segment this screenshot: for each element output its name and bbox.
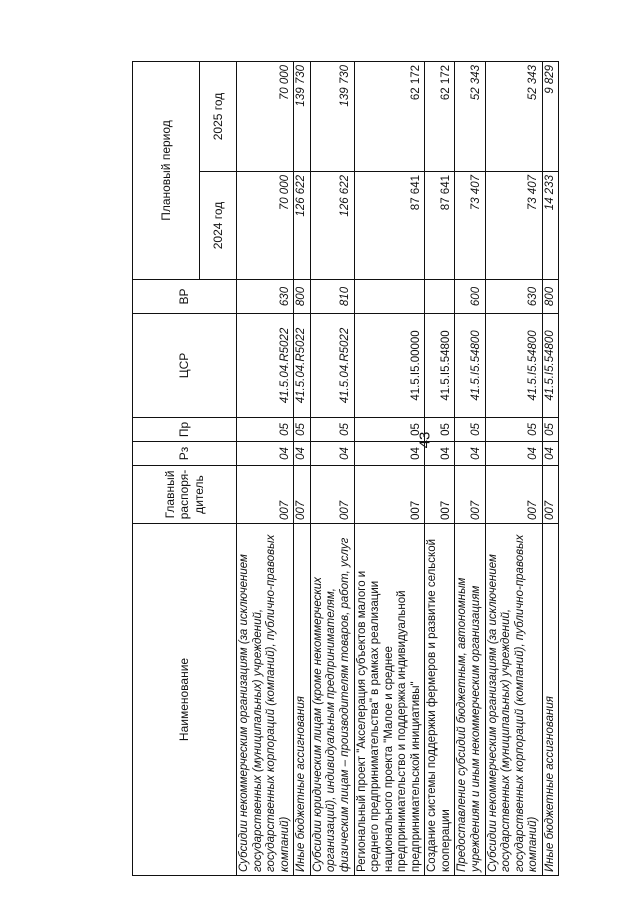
row-rz-cell: 04 — [542, 442, 559, 466]
header-planning-period: Плановый период — [133, 61, 200, 279]
page-number: 43 — [416, 431, 434, 449]
rotated-page-content — [132, 64, 640, 876]
row-name-cell: Предоставление субсидий бюджетным, автономным учреждениям и иным некоммерческим организациям — [455, 524, 485, 876]
row-csr-cell: 41.5.I5.00000 — [354, 314, 425, 418]
row-2024-amount-cell: 87 641 — [354, 172, 425, 280]
row-csr-cell: 41.5.I5.54800 — [425, 314, 455, 418]
row-2024-amount-cell: 73 407 — [485, 172, 542, 280]
row-2024-amount-cell: 87 641 — [425, 172, 455, 280]
row-csr-cell: 41.5.I5.54800 — [542, 314, 559, 418]
row-rz-cell: 04 — [485, 442, 542, 466]
row-pr-cell: 05 — [354, 418, 425, 442]
table-row — [542, 61, 559, 875]
header-csr: ЦСР — [133, 314, 237, 418]
row-2025-amount-cell: 52 343 — [455, 61, 485, 171]
row-vr-cell: 810 — [310, 280, 354, 314]
row-pr-cell: 05 — [310, 418, 354, 442]
row-vr-cell — [425, 280, 455, 314]
table-row — [310, 61, 354, 875]
row-pr-cell: 05 — [425, 418, 455, 442]
row-main-manager-cell: 007 — [455, 466, 485, 524]
row-rz-cell: 04 — [294, 442, 311, 466]
row-2025-amount-cell: 52 343 — [485, 61, 542, 171]
row-pr-cell: 05 — [237, 418, 294, 442]
row-vr-cell: 630 — [485, 280, 542, 314]
row-2024-amount-cell: 70 000 — [237, 172, 294, 280]
row-vr-cell: 630 — [237, 280, 294, 314]
row-main-manager-cell: 007 — [485, 466, 542, 524]
header-name: Наименование — [133, 524, 237, 876]
row-csr-cell: 41.5.I5.54800 — [485, 314, 542, 418]
row-main-manager-cell: 007 — [294, 466, 311, 524]
row-2024-amount-cell: 14 233 — [542, 172, 559, 280]
row-main-manager-cell: 007 — [542, 466, 559, 524]
row-rz-cell: 04 — [425, 442, 455, 466]
row-2025-amount-cell: 62 172 — [425, 61, 455, 171]
budget-table-wrapper — [132, 62, 556, 876]
row-csr-cell: 41.5.04.R5022 — [310, 314, 354, 418]
table-row — [485, 61, 542, 875]
header-pr: Пр — [133, 418, 237, 442]
row-rz-cell: 04 — [455, 442, 485, 466]
row-pr-cell: 05 — [485, 418, 542, 442]
row-2025-amount-cell: 62 172 — [354, 61, 425, 171]
row-pr-cell: 05 — [294, 418, 311, 442]
row-name-cell: Субсидии юридическим лицам (кроме некоммерческих организаций), индивидуальным предпринимателям, физическим лицам – производителям товаров, работ, услуг — [310, 524, 354, 876]
row-main-manager-cell: 007 — [425, 466, 455, 524]
row-main-manager-cell: 007 — [354, 466, 425, 524]
row-2024-amount-cell: 73 407 — [455, 172, 485, 280]
table-row — [237, 61, 294, 875]
row-vr-cell: 600 — [455, 280, 485, 314]
header-vr: ВР — [133, 280, 237, 314]
row-name-cell: Субсидии некоммерческим организациям (за исключением государственных (муниципальных) учреждений, государственных корпораций (компаний), публично-правовых компаний) — [485, 524, 542, 876]
header-year-2024: 2024 год — [200, 172, 237, 280]
row-name-cell: Иные бюджетные ассигнования — [294, 524, 311, 876]
row-name-cell: Субсидии некоммерческим организациям (за исключением государственных (муниципальных) учреждений, государственных корпораций (компаний), публично-правовых компаний) — [237, 524, 294, 876]
row-pr-cell: 05 — [455, 418, 485, 442]
header-main-manager: Главный распоря-дитель — [133, 466, 237, 524]
row-rz-cell: 04 — [237, 442, 294, 466]
row-name-cell: Региональный проект "Акселерация субъектов малого и среднего предпринимательства" в рамках реализации национального проекта "Малое и среднее предпринимательство и поддержка индивидуальной предпринимательской инициативы" — [354, 524, 425, 876]
row-2024-amount-cell: 126 622 — [310, 172, 354, 280]
row-csr-cell: 41.5.I5.54800 — [455, 314, 485, 418]
row-vr-cell: 800 — [294, 280, 311, 314]
row-rz-cell: 04 — [310, 442, 354, 466]
row-name-cell: Создание системы поддержки фермеров и развитие сельской кооперации — [425, 524, 455, 876]
table-row — [294, 61, 311, 875]
budget-table — [132, 61, 559, 876]
row-2025-amount-cell: 139 730 — [294, 61, 311, 171]
row-2025-amount-cell: 70 000 — [237, 61, 294, 171]
row-csr-cell: 41.5.04.R5022 — [294, 314, 311, 418]
row-pr-cell: 05 — [542, 418, 559, 442]
header-rz: Рз — [133, 442, 237, 466]
row-2025-amount-cell: 9 829 — [542, 61, 559, 171]
row-csr-cell: 41.5.04.R5022 — [237, 314, 294, 418]
header-year-2025: 2025 год — [200, 61, 237, 171]
row-vr-cell — [354, 280, 425, 314]
row-name-cell: Иные бюджетные ассигнования — [542, 524, 559, 876]
table-row — [455, 61, 485, 875]
row-vr-cell: 800 — [542, 280, 559, 314]
row-main-manager-cell: 007 — [237, 466, 294, 524]
row-2024-amount-cell: 126 622 — [294, 172, 311, 280]
row-2025-amount-cell: 139 730 — [310, 61, 354, 171]
row-rz-cell: 04 — [354, 442, 425, 466]
table-row — [425, 61, 455, 875]
table-row — [354, 61, 425, 875]
row-main-manager-cell: 007 — [310, 466, 354, 524]
